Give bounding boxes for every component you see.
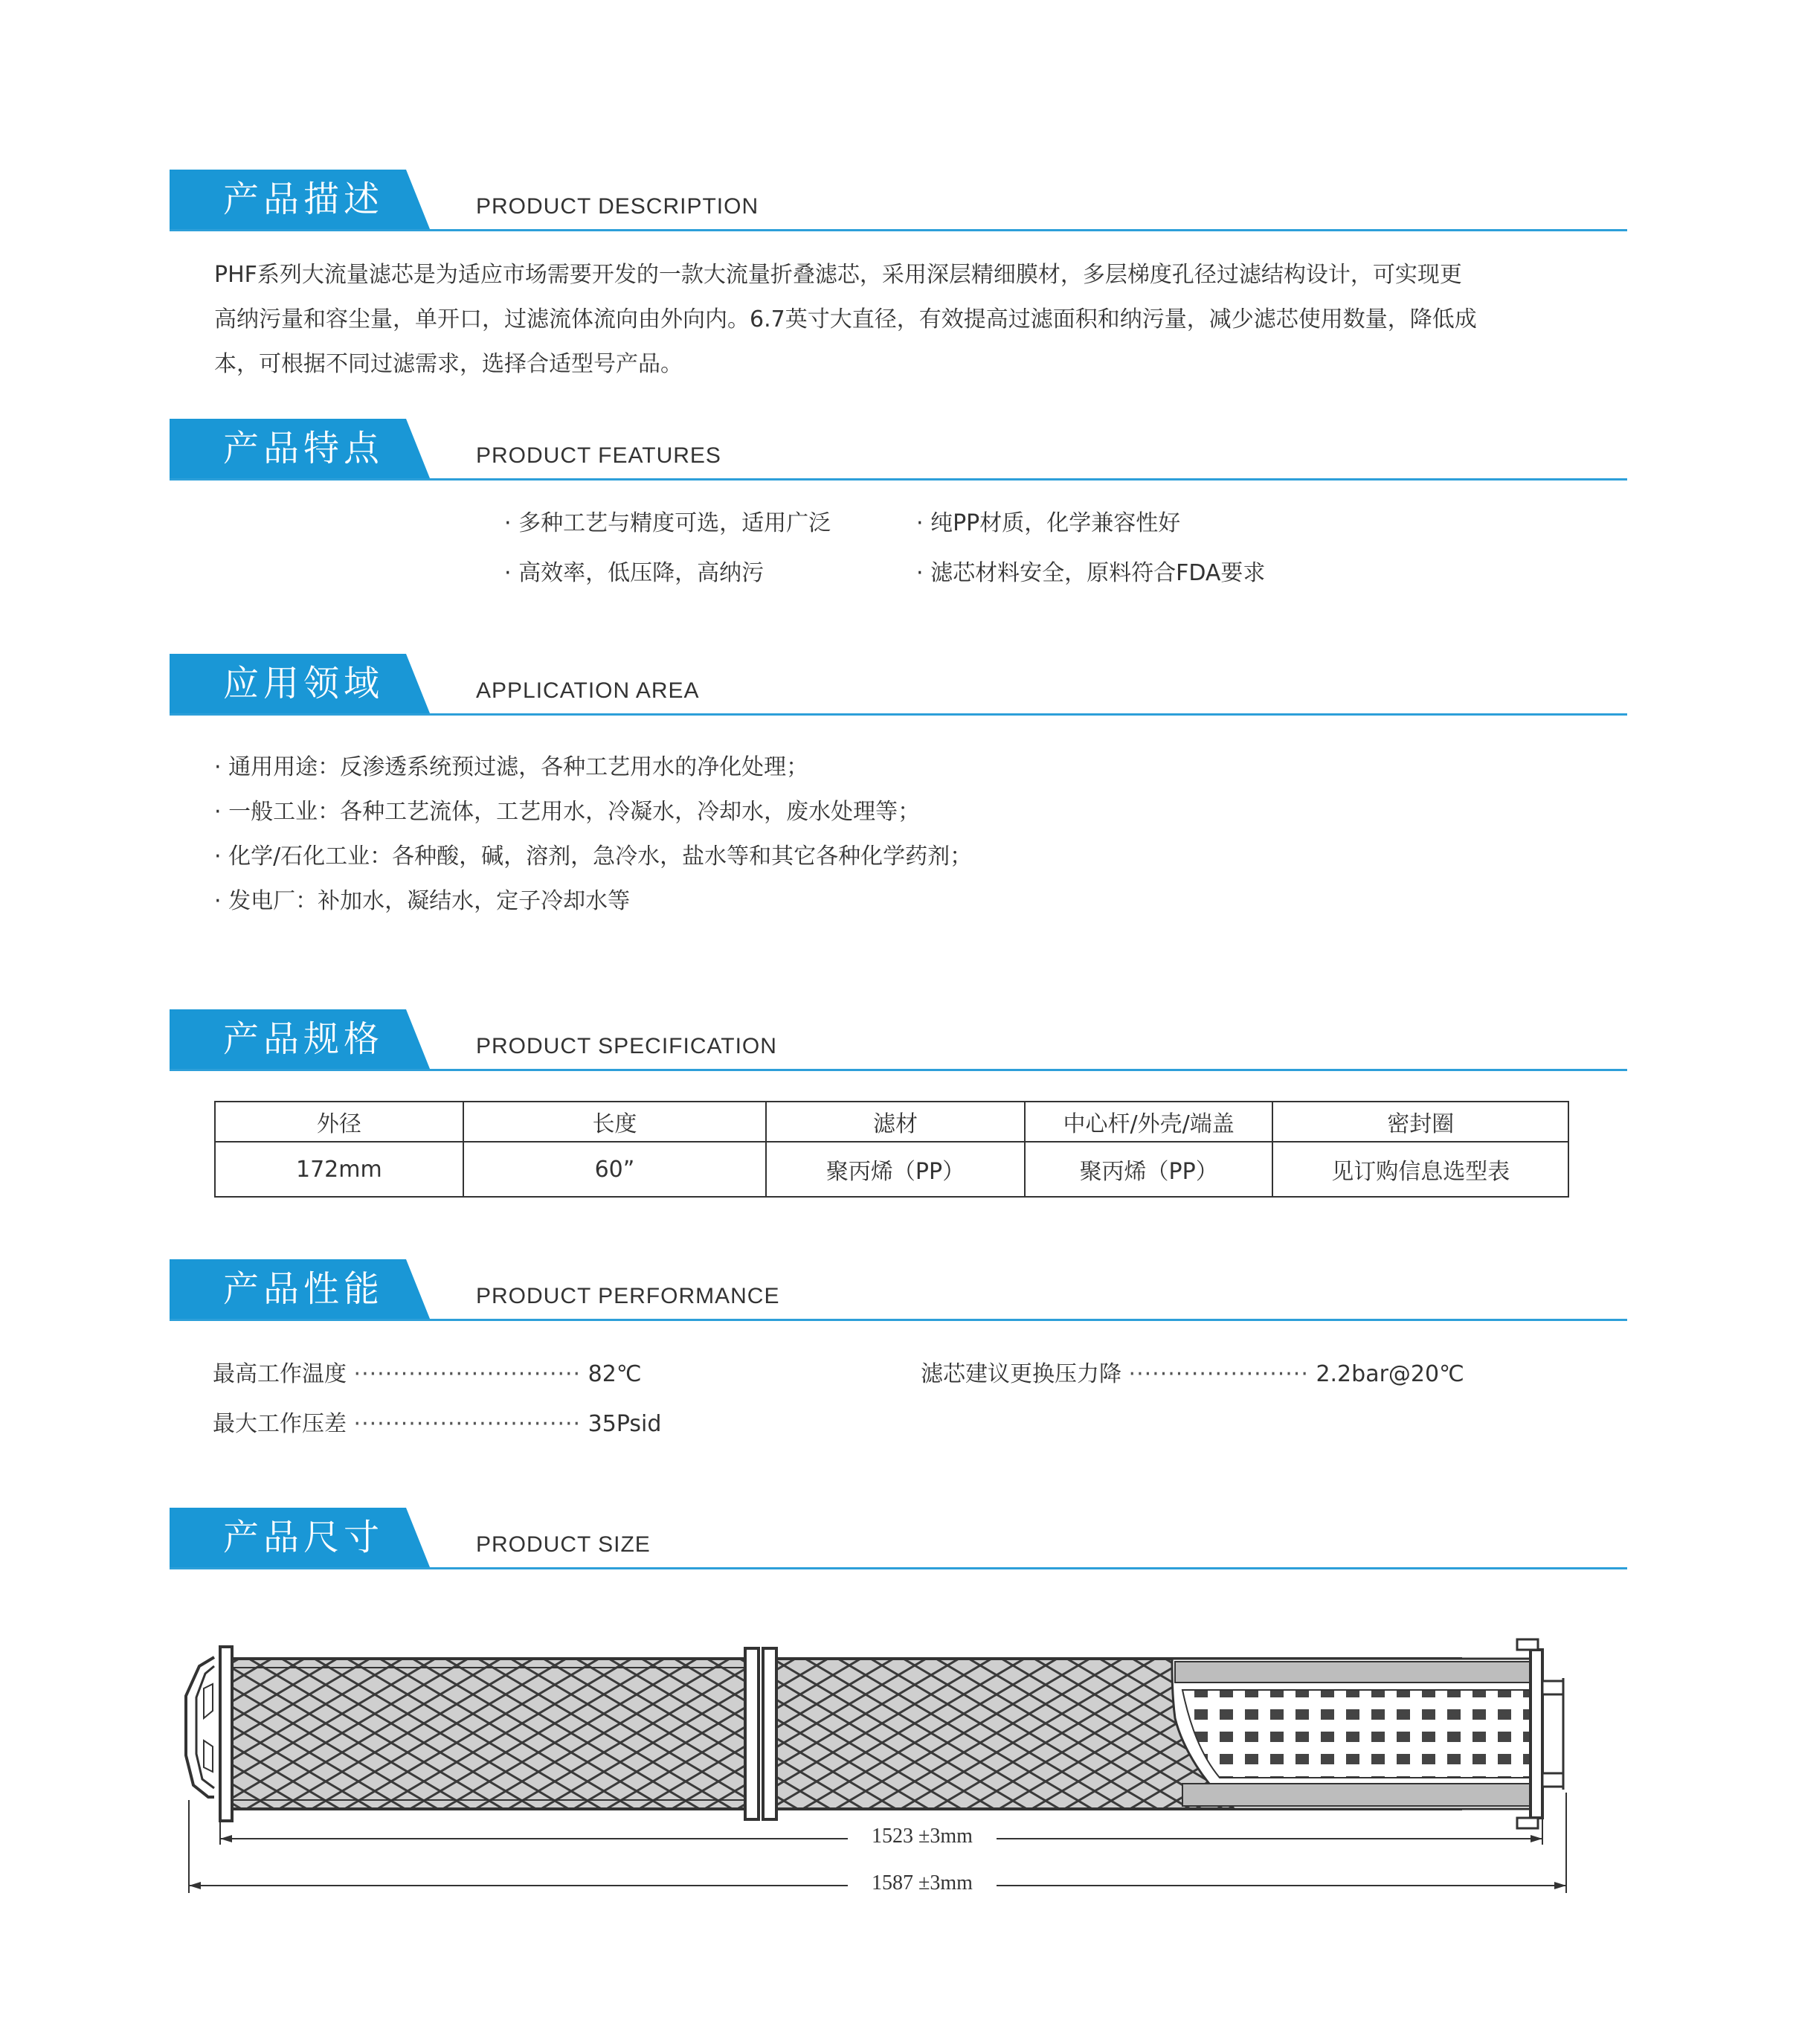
section-header-performance — [170, 1259, 1627, 1323]
left-end-cap — [186, 1647, 232, 1821]
section-rule — [170, 1567, 1627, 1569]
feature-item: · 高效率，低压降，高纳污 — [504, 560, 765, 586]
perf-max-temp — [213, 1360, 642, 1389]
section-title-cn: 产品描述 — [223, 179, 384, 220]
perf-value: 82℃ — [588, 1361, 642, 1387]
spec-value-cell: 聚丙烯（PP） — [1025, 1142, 1273, 1197]
section-rule — [170, 1319, 1627, 1321]
section-header-description — [170, 170, 1627, 233]
spec-header-cell: 中心杆/外壳/端盖 — [1025, 1102, 1273, 1142]
spec-value-row — [215, 1142, 1568, 1197]
spec-header-cell: 外径 — [215, 1102, 463, 1142]
spec-header-cell: 密封圈 — [1272, 1102, 1568, 1142]
spec-table — [214, 1101, 1569, 1198]
section-title-cn: 产品特点 — [223, 428, 384, 469]
spec-value-cell: 60” — [463, 1142, 767, 1197]
feature-item: · 纯PP材质，化学兼容性好 — [916, 510, 1181, 536]
middle-joint-ring — [763, 1648, 776, 1819]
spec-header-row — [215, 1102, 1568, 1142]
filter-cartridge-drawing — [178, 1636, 1591, 1904]
perf-dots: ····························· — [353, 1361, 582, 1387]
perf-label: 最高工作温度 — [213, 1361, 347, 1387]
perf-label: 最大工作压差 — [213, 1411, 347, 1437]
section-header-application — [170, 654, 1627, 717]
spec-header-cell: 滤材 — [766, 1102, 1025, 1142]
section-tab — [170, 170, 430, 229]
section-title-cn: 产品规格 — [223, 1018, 384, 1060]
section-title-en: PRODUCT SIZE — [476, 1532, 651, 1557]
mesh-section-left — [232, 1659, 745, 1809]
section-title-cn: 产品尺寸 — [223, 1517, 384, 1558]
spec-value-cell: 见订购信息选型表 — [1272, 1142, 1568, 1197]
middle-joint-ring — [745, 1648, 759, 1819]
section-rule — [170, 1069, 1627, 1071]
section-title-en: PRODUCT FEATURES — [476, 443, 721, 468]
section-title-en: APPLICATION AREA — [476, 678, 700, 703]
dim-inner-label: 1523 ±3mm — [872, 1825, 973, 1848]
section-header-size — [170, 1508, 1627, 1571]
section-title-en: PRODUCT SPECIFICATION — [476, 1034, 777, 1058]
cutaway-core — [1172, 1659, 1532, 1809]
application-item: · 通用用途：反渗透系统预过滤，各种工艺用水的净化处理； — [214, 754, 809, 780]
perf-change-dp — [921, 1360, 1464, 1389]
section-rule — [170, 229, 1627, 231]
description-line: 高纳污量和容尘量，单开口，过滤流体流向由外向内。6.7英寸大直径，有效提高过滤面积和纳污量，减少滤芯使用数量，降低成 — [214, 306, 1477, 332]
feature-item: · 多种工艺与精度可选，适用广泛 — [504, 510, 831, 536]
perf-label: 滤芯建议更换压力降 — [921, 1361, 1121, 1387]
section-title-cn: 产品性能 — [223, 1268, 384, 1310]
perf-value: 2.2bar@20℃ — [1316, 1361, 1464, 1387]
cartridge-svg — [178, 1636, 1591, 1904]
section-tab — [170, 419, 430, 478]
perf-dots: ····························· — [353, 1411, 582, 1437]
section-header-specification — [170, 1009, 1627, 1073]
perf-dots: ······················· — [1128, 1361, 1309, 1387]
perf-max-dp — [213, 1410, 661, 1439]
application-item: · 一般工业：各种工艺流体，工艺用水，冷凝水，冷却水，废水处理等； — [214, 799, 921, 825]
feature-item: · 滤芯材料安全，原料符合FDA要求 — [916, 560, 1266, 586]
section-tab — [170, 1009, 430, 1069]
section-rule — [170, 713, 1627, 716]
perf-value: 35Psid — [588, 1411, 662, 1437]
section-rule — [170, 478, 1627, 481]
description-paragraph — [214, 253, 1590, 387]
application-item: · 发电厂：补加水，凝结水，定子冷却水等 — [214, 888, 631, 914]
section-title-cn: 应用领域 — [223, 663, 384, 704]
description-line: PHF系列大流量滤芯是为适应市场需要开发的一款大流量折叠滤芯，采用深层精细膜材，多层梯度孔径过滤结构设计，可实现更 — [214, 262, 1462, 288]
section-title-en: PRODUCT DESCRIPTION — [476, 194, 759, 219]
application-item: · 化学/石化工业：各种酸，碱，溶剂，急冷水，盐水等和其它各种化学药剂； — [214, 843, 973, 870]
description-line: 本，可根据不同过滤需求，选择合适型号产品。 — [214, 351, 683, 377]
dimension-inner — [220, 1815, 1542, 1849]
section-header-features — [170, 419, 1627, 482]
dim-outer-label: 1587 ±3mm — [872, 1871, 973, 1894]
spec-header-cell: 长度 — [463, 1102, 767, 1142]
spec-value-cell: 聚丙烯（PP） — [766, 1142, 1025, 1197]
section-tab — [170, 1259, 430, 1319]
spec-value-cell: 172mm — [215, 1142, 463, 1197]
section-title-en: PRODUCT PERFORMANCE — [476, 1284, 780, 1308]
section-tab — [170, 654, 430, 713]
section-tab — [170, 1508, 430, 1567]
